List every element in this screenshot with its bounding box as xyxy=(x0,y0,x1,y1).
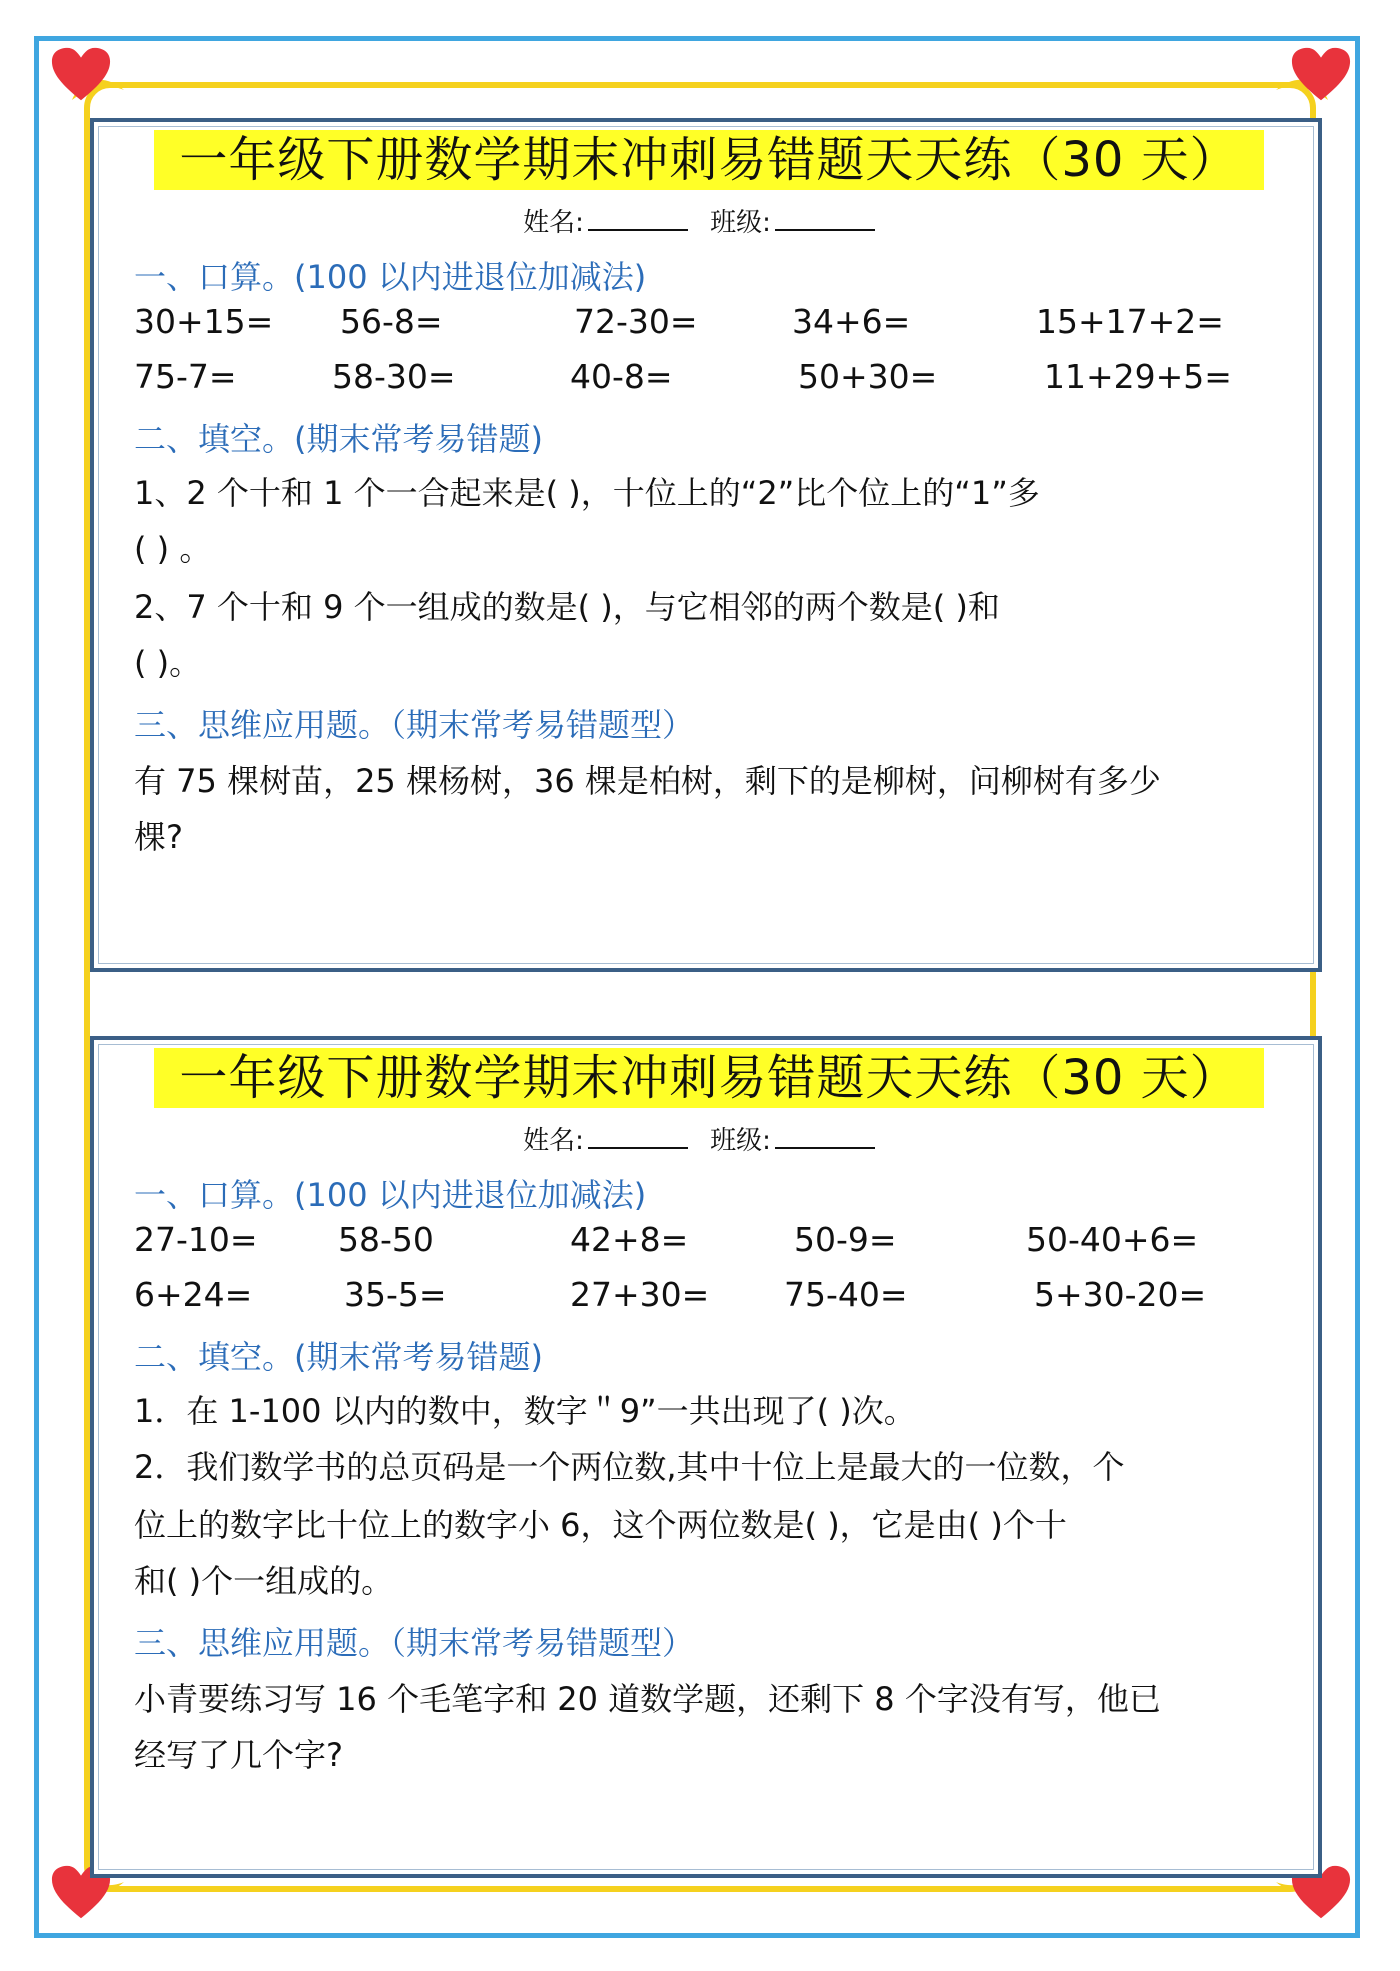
calc-item: 11+29+5= xyxy=(1044,357,1232,396)
calc-item: 42+8= xyxy=(570,1220,689,1259)
calc-item: 35-5= xyxy=(344,1275,447,1314)
section-heading-calc: 一、口算。(100 以内进退位加减法) xyxy=(134,1176,647,1214)
fill-question-line: 1．在 1-100 以内的数中，数字＂9”一共出现了( )次。 xyxy=(134,1392,916,1430)
calc-item: 5+30-20= xyxy=(1034,1275,1207,1314)
name-class-line xyxy=(94,1120,1318,1157)
calc-item: 15+17+2= xyxy=(1036,302,1224,341)
worksheet-title: 一年级下册数学期末冲刺易错题天天练（30 天） xyxy=(179,132,1239,188)
word-problem-line: 有 75 棵树苗，25 棵杨树，36 棵是柏树，剩下的是柳树，问柳树有多少 xyxy=(134,762,1161,800)
heart-icon xyxy=(1290,44,1352,106)
fill-question-line: 2．我们数学书的总页码是一个两位数,其中十位上是最大的一位数，个 xyxy=(134,1448,1125,1486)
word-problem-line: 棵? xyxy=(134,818,183,856)
calc-item: 6+24= xyxy=(134,1275,253,1314)
calc-item: 58-50 xyxy=(338,1220,434,1259)
class-blank[interactable] xyxy=(775,207,875,231)
name-class-line xyxy=(94,202,1318,239)
section-heading-word-problem: 三、思维应用题。（期末常考易错题型） xyxy=(134,706,695,744)
calc-item: 58-30= xyxy=(332,357,456,396)
fill-question-line: ( ) 。 xyxy=(134,530,212,568)
fill-question-line: 2、7 个十和 9 个一组成的数是( )，与它相邻的两个数是( )和 xyxy=(134,588,1000,626)
class-label: 班级: xyxy=(710,208,771,238)
fill-question-line: 位上的数字比十位上的数字小 6，这个两位数是( )，它是由( )个十 xyxy=(134,1506,1067,1544)
class-label: 班级: xyxy=(710,1126,771,1156)
calc-item: 50+30= xyxy=(798,357,938,396)
calc-item: 34+6= xyxy=(792,302,911,341)
calc-item: 27-10= xyxy=(134,1220,258,1259)
section-heading-fill: 二、填空。(期末常考易错题) xyxy=(134,420,543,458)
worksheet-title: 一年级下册数学期末冲刺易错题天天练（30 天） xyxy=(179,1050,1239,1106)
word-problem-line: 经写了几个字? xyxy=(134,1736,343,1774)
word-problem-line: 小青要练习写 16 个毛笔字和 20 道数学题，还剩下 8 个字没有写，他已 xyxy=(134,1680,1161,1718)
worksheet-2 xyxy=(90,1036,1322,1878)
name-blank[interactable] xyxy=(588,1125,688,1149)
worksheet-1 xyxy=(90,118,1322,972)
calc-item: 27+30= xyxy=(570,1275,710,1314)
calc-item: 50-9= xyxy=(794,1220,897,1259)
calc-item: 30+15= xyxy=(134,302,274,341)
fill-question-line: 和( )个一组成的。 xyxy=(134,1562,394,1600)
section-heading-word-problem: 三、思维应用题。（期末常考易错题型） xyxy=(134,1624,695,1662)
calc-item: 56-8= xyxy=(340,302,443,341)
section-heading-fill: 二、填空。(期末常考易错题) xyxy=(134,1338,543,1376)
name-label: 姓名: xyxy=(523,208,584,238)
name-blank[interactable] xyxy=(588,207,688,231)
calc-item: 75-40= xyxy=(784,1275,908,1314)
heart-icon xyxy=(50,44,112,106)
calc-item: 72-30= xyxy=(574,302,698,341)
section-heading-calc: 一、口算。(100 以内进退位加减法) xyxy=(134,258,647,296)
calc-item: 50-40+6= xyxy=(1026,1220,1199,1259)
class-blank[interactable] xyxy=(775,1125,875,1149)
fill-question-line: 1、2 个十和 1 个一合起来是( )，十位上的“2”比个位上的“1”多 xyxy=(134,474,1040,512)
fill-question-line: ( )。 xyxy=(134,644,202,682)
calc-item: 75-7= xyxy=(134,357,237,396)
calc-item: 40-8= xyxy=(570,357,673,396)
name-label: 姓名: xyxy=(523,1126,584,1156)
